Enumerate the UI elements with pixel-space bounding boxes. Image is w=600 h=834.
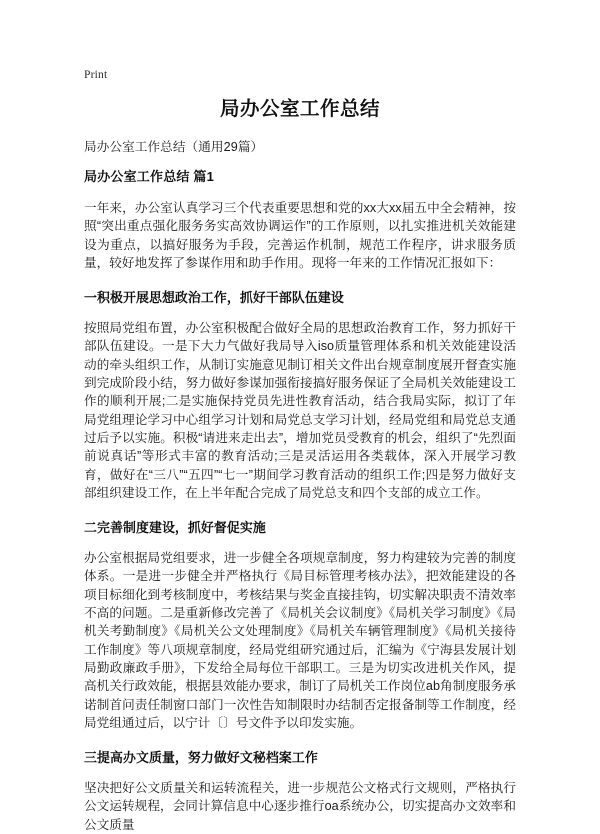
section-paragraph-1: 按照局党组布置，办公室积极配合做好全局的思想政治教育工作，努力抓好干部队伍建设。一是下大力气做好我局导入iso质量管理体系和机关效能建设活动的牵头组织工作，从制订实施意见制订相关文件出台规章制度展开督查实施到完成阶段小结，努力做好参谋加强衔接搞好服务保证了全局机关效能建设工作的顺利开展;二是实施保持党员先进性教育活动，结合我局实际，拟订了年局党组理论学习中心组学习计划和局党总支学习计划，经局党组和局党总支通过后予以实施。积极“请进来走出去”，增加党员受教育的机会，组织了“先烈面前说真话”等形式丰富的教育活动;三是灵活运用各类载体，深入开展学习教育，做好在“三八”“五四”“七一”期间学习教育活动的组织工作;四是努力做好支部组织建设工作，在上半年配合完成了局党总支和四个支部的成立工作。 (84, 321, 516, 500)
section-paragraph-2: 办公室根据局党组要求，进一步健全各项规章制度，努力构建较为完善的制度体系。一是进一步健全并严格执行《局目标管理考核办法》，把效能建设的各项目标细化到考核制度中，考核结果与奖金直接挂钩，切实解决职责不清效率不高的问题。二是重新修改完善了《局机关会议制度》《局机关学习制度》《局机关考勤制度》《局机关公文处理制度》《局机关车辆管理制度》《局机关接待工作制度》等八项规章制度，经局党组研究通过后，汇编为《宁海县发展计划局勤政廉政手册》，下发给全局每位干部职工。三是为切实改进机关作风，提高机关行政效能，根据县效能办要求，制订了局机关工作岗位ab角制度服务承诺制首问责任制窗口部门一次性告知制限时办结制否定报备制等工作制度，经局党组通过后，以宁计〔〕号文件予以印发实施。 (84, 551, 516, 730)
section-heading-1: 一积极开展思想政治工作，抓好干部队伍建设 (84, 290, 344, 306)
document-content (84, 96, 516, 834)
section-heading-2: 二完善制度建设，抓好督促实施 (84, 520, 266, 536)
document-subtitle: 局办公室工作总结（通用29篇） (84, 140, 264, 154)
page-title: 局办公室工作总结 (219, 98, 380, 120)
intro-paragraph: 一年来，办公室认真学习三个代表重要思想和党的xx大xx届五中全会精神，按照“突出重点强化服务务实高效协调运作”的工作原则，以扎实推进机关效能建设为重点，以搞好服务为手段，完善运作机制，规范工作程序，讲求服务质量，较好地发挥了参谋作用和助手作用。现将一年来的工作情况汇报如下： (84, 201, 516, 270)
section-paragraph-3: 坚决把好公文质量关和运转流程关，进一步规范公文格式行文规则，严格执行公文运转规程，会同计算信息中心逐步推行oa系统办公，切实提高办文效率和公文质量 (84, 781, 516, 832)
print-button[interactable]: Print (84, 69, 108, 81)
part-heading: 局办公室工作总结 篇1 (84, 169, 215, 184)
section-heading-3: 三提高办文质量，努力做好文秘档案工作 (84, 750, 318, 766)
